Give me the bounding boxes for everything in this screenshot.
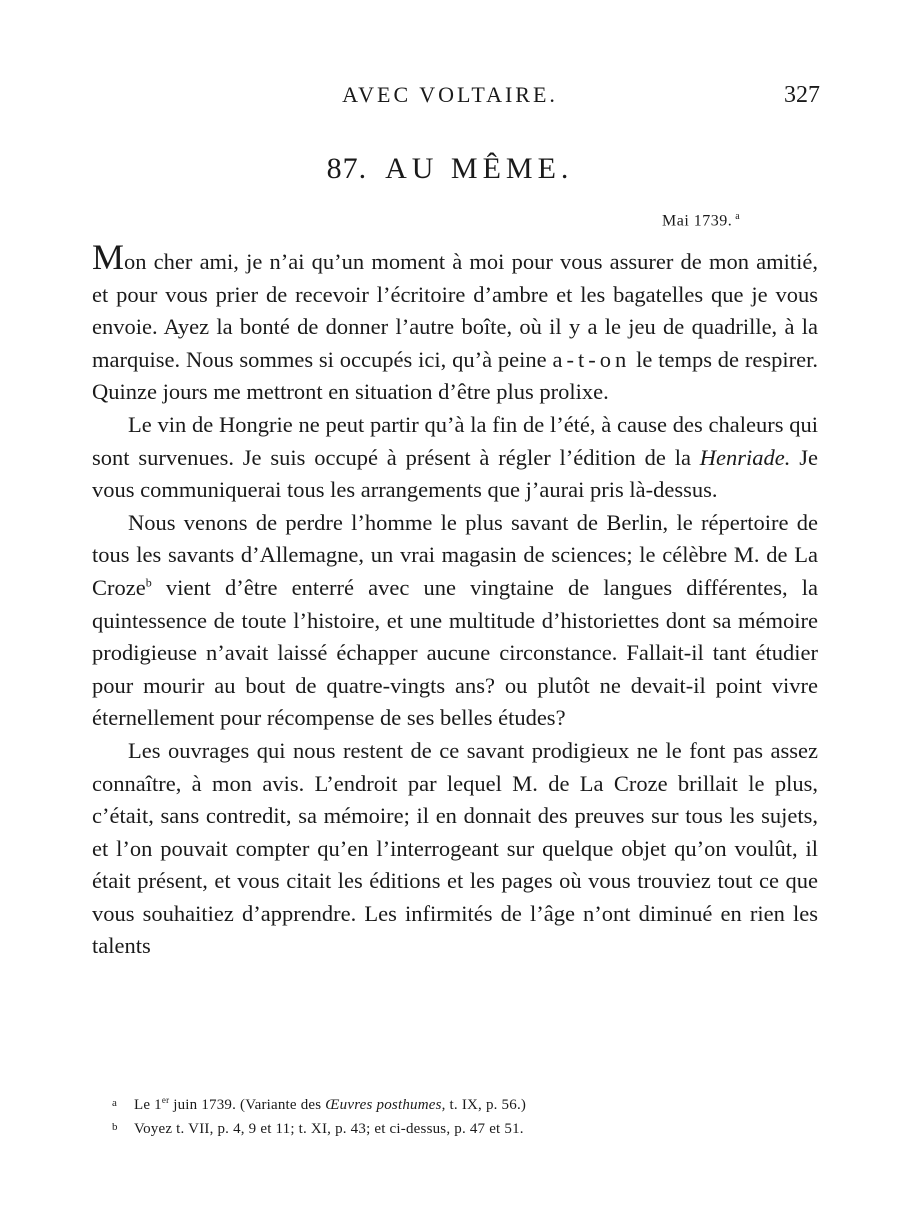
footnote-text [134,1097,526,1113]
footnote-a [112,1089,732,1116]
letter-heading [0,152,900,186]
footnote-b [112,1116,732,1140]
drop-cap: M [92,237,125,277]
letter-number: 87. [326,152,368,185]
paragraph-3 [92,507,818,735]
footnote-text-mid: juin 1739. (Variante des [169,1097,326,1113]
footnote-italic: Œuvres posthumes, [325,1097,446,1113]
footnotes [112,1089,732,1140]
book-title: Henriade. [699,444,791,470]
footnote-ref-b: b [145,575,152,590]
paragraph-3-text-end: vient d’être enterré avec une vingtaine de langues différentes, la quintessence de toute l’histoire, et une multitude d’historiettes dont sa mémoire prodigieuse n’avait laissé échapper aucune circonstance. Fallait-il tant étudier pour mourir au bout de quatre-vingts ans? ou plutôt ne devait-il point vivre éternellement pour récompense de ses belles études? [92,574,818,731]
paragraph-1 [92,237,818,409]
running-title: AVEC VOLTAIRE. [342,82,558,107]
letter-title: AU MÊME. [385,152,574,185]
footnote-text: Voyez t. VII, p. 4, 9 et 11; t. XI, p. 43; et ci-dessus, p. 47 et 51. [134,1121,524,1137]
paragraph-1-text-end: le temps de respirer. Quinze jours me mettront en situation d’être plus prolixe. [92,346,818,405]
paragraph-3-text: Nous venons de perdre l’homme le plus savant de Berlin, le répertoire de tous les savants d’Allemagne, un vrai magasin de sciences; le célèbre M. de La Croze [92,509,818,600]
paragraph-2-text: Le vin de Hongrie ne peut partir qu’à la fin de l’été, à cause des chaleurs qui sont survenues. Je suis occupé à présent à régler l’édition de la [92,411,818,470]
footnote-marker: b [112,1121,118,1133]
footnote-superscript: er [161,1095,170,1105]
paragraph-2-text-end: Je vous communiquerai tous les arrangements que j’aurai pris là-dessus. [92,444,818,503]
paragraph-2 [92,409,818,507]
date-note-marker: a [735,211,741,222]
paragraph-4-text: Les ouvrages qui nous restent de ce savant prodigieux ne le font pas assez connaître, à mon avis. L’endroit par lequel M. de La Croze brillait le plus, c’était, sans contredit, sa mémoire; il en donnait des preuves sur tous les sujets, et l’on pouvait compter qu’en l’interrogeant sur quelque objet qu’on voulût, il était présent, et vous citait les éditions et les pages où vous trouviez tout ce que vous souhaitiez d’apprendre. Les infirmités de l’âge n’ont diminué en rien les talents [92,737,818,959]
footnote-text-end: t. IX, p. 56.) [445,1097,527,1113]
page-number: 327 [784,82,820,108]
footnote-text-start: Le 1 [134,1097,162,1113]
footnote-marker: a [112,1097,117,1109]
paragraph-1-text: on cher ami, je n’ai qu’un moment à moi pour vous assurer de mon amitié, et pour vous prier de recevoir l’écritoire d’ambre et les bagatelles que je vous envoie. Ayez la bonté de donner l’autre boîte, où il y a le jeu de quadrille, à la marquise. Nous sommes si occupés ici, qu’à peine [92,249,818,372]
running-header [0,82,900,112]
spaced-word: a-t-on [552,346,631,372]
date-text: Mai 1739. [662,212,733,230]
paragraph-4 [92,735,818,963]
letter-body [92,237,818,963]
letter-date [662,211,740,230]
